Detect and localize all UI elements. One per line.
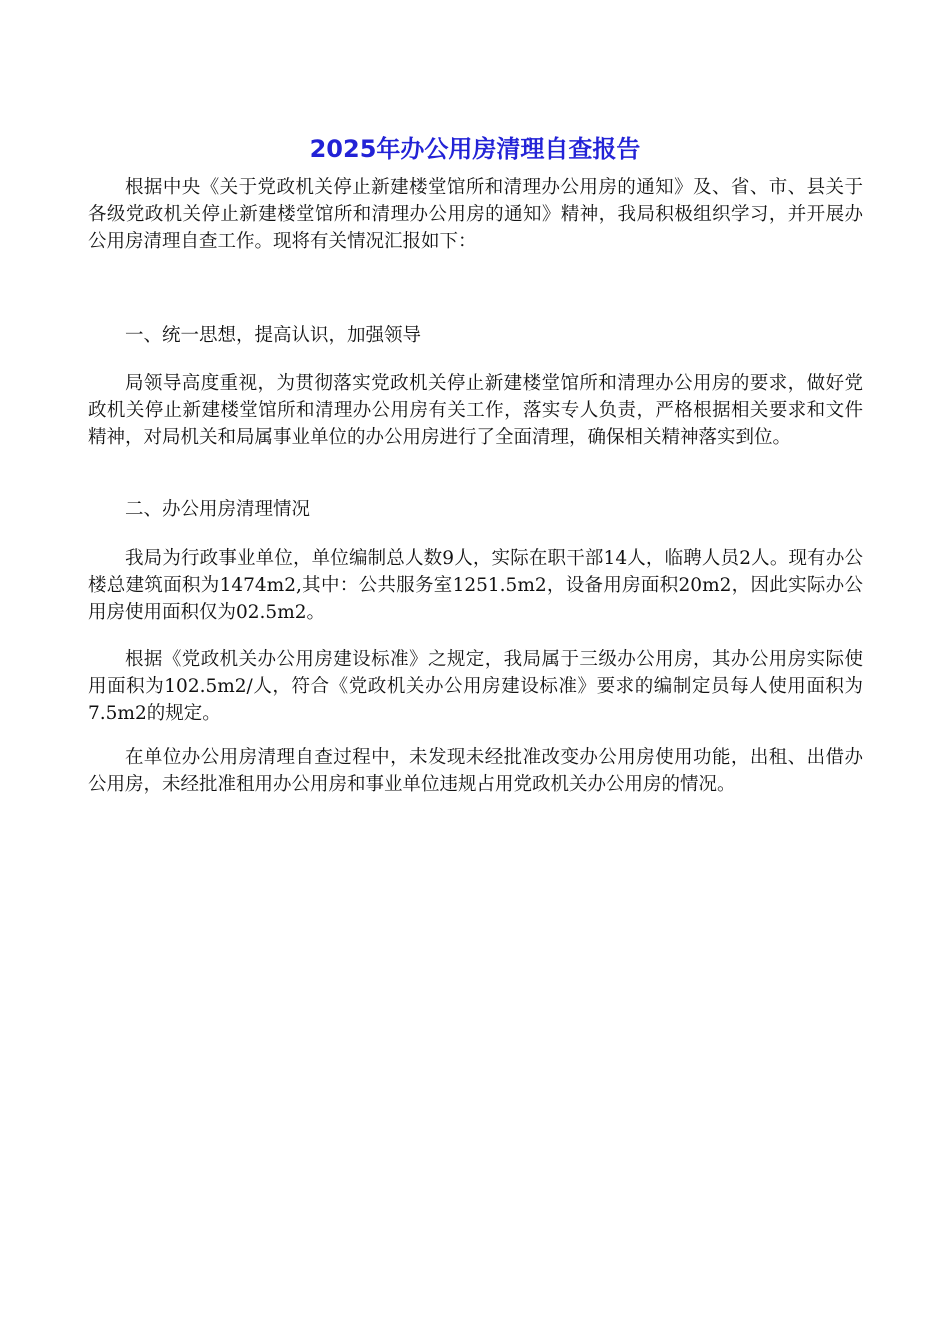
section-2-paragraph-3: 在单位办公用房清理自查过程中，未发现未经批准改变办公用房使用功能，出租、出借办公用房，未经批准租用办公用房和事业单位违规占用党政机关办公用房的情况。 [88, 747, 863, 795]
document-title: 2025年办公用房清理自查报告 [309, 135, 641, 163]
section-heading-2: 二、办公用房清理情况 [125, 499, 311, 520]
section-2-paragraph-1: 我局为行政事业单位，单位编制总人数9人，实际在职干部14人，临聘人员2人。现有办公楼总建筑面积为1474m2,其中：公共服务室1251.5m2，设备用房面积20m2，因此实际办公用房使用面积仅为02.5m2。 [88, 548, 863, 623]
section-1-paragraph: 局领导高度重视，为贯彻落实党政机关停止新建楼堂馆所和清理办公用房的要求，做好党政机关停止新建楼堂馆所和清理办公用房有关工作，落实专人负责，严格根据相关要求和文件精神，对局机关和局属事业单位的办公用房进行了全面清理，确保相关精神落实到位。 [88, 373, 863, 448]
section-2-paragraph-2: 根据《党政机关办公用房建设标准》之规定，我局属于三级办公用房，其办公用房实际使用面积为102.5m2/人，符合《党政机关办公用房建设标准》要求的编制定员每人使用面积为7.5m2的规定。 [88, 649, 863, 724]
intro-paragraph: 根据中央《关于党政机关停止新建楼堂馆所和清理办公用房的通知》及、省、市、县关于各级党政机关停止新建楼堂馆所和清理办公用房的通知》精神，我局积极组织学习，并开展办公用房清理自查工作。现将有关情况汇报如下： [88, 177, 863, 252]
section-heading-1: 一、统一思想，提高认识，加强领导 [125, 325, 422, 346]
